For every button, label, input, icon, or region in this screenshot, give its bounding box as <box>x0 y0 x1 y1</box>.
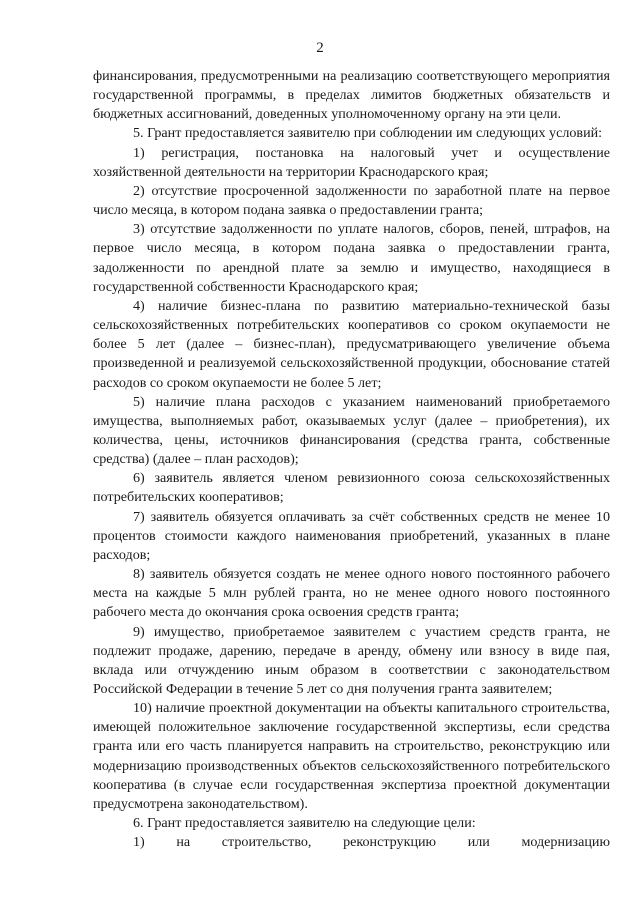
paragraph-condition-2: 2) отсутствие просроченной задолженности по заработной плате на первое число месяца, в котором подана заявка о предоставлении гранта; <box>93 182 610 219</box>
paragraph-purpose-1: 1) на строительство, реконструкцию или модернизацию <box>133 834 610 851</box>
paragraph-condition-9: 9) имущество, приобретаемое заявителем с участием средств гранта, не подлежит продаже, дарению, передаче в аренду, обмену или взносу в виде пая, вклада или отчуждению иным образом в соответствии с законодательством Российской Федерации в течение 5 лет со дня получения гранта заявителем; <box>93 623 610 697</box>
document-body <box>93 67 610 852</box>
paragraph-financing-continuation: финансирования, предусмотренными на реализацию соответствующего мероприятия государственной программы, в пределах лимитов бюджетных обязательств и бюджетных ассигнований, доведенных уполномоченному органу на эти цели. <box>93 68 610 123</box>
paragraph-condition-1: 1) регистрация, постановка на налоговый учет и осуществление хозяйственной деятельности на территории Краснодарского края; <box>93 144 610 180</box>
paragraph-condition-4: 4) наличие бизнес-плана по развитию материально-технической базы сельскохозяйственных потребительских кооперативов со сроком окупаемости не более 5 лет (далее – бизнес-план), предусматривающего увеличение объема произведенной и реализуемой сельскохозяйственной продукции, обоснование статей расходов со сроком окупаемости не более 5 лет; <box>93 297 610 391</box>
paragraph-condition-3: 3) отсутствие задолженности по уплате налогов, сборов, пеней, штрафов, на первое число месяца, в котором подана заявка о предоставлении гранта, задолженности по арендной плате за землю и имущество, находящиеся в государственной собственности Краснодарского края; <box>93 221 610 295</box>
paragraph-item-5-conditions: 5. Грант предоставляется заявителю при соблюдении им следующих условий: <box>133 125 603 142</box>
paragraph-condition-7: 7) заявитель обязуется оплачивать за счёт собственных средств не менее 10 процентов стоимости каждого наименования приобретений, указанных в плане расходов; <box>93 508 610 563</box>
paragraph-condition-10: 10) наличие проектной документации на объекты капитального строительства, имеющей положительное заключение государственной экспертизы, если средства гранта или его часть планируется направить на строительство, реконструкцию или модернизацию производственных объектов сельскохозяйственного потребительского кооператива (в случае если государственная экспертиза проектной документации предусмотрена законодательством). <box>93 700 610 812</box>
paragraph-item-6-purposes: 6. Грант предоставляется заявителю на следующие цели: <box>133 815 476 832</box>
page-number: 2 <box>316 40 324 56</box>
paragraph-condition-5: 5) наличие плана расходов с указанием наименований приобретаемого имущества, выполняемых работ, оказываемых услуг (далее – приобретения), их количества, цены, источников финансирования (средства гранта, собственные средства) (далее – план расходов); <box>93 393 610 468</box>
paragraph-condition-6: 6) заявитель является членом ревизионного союза сельскохозяйственных потребительских кооперативов; <box>93 470 610 506</box>
paragraph-condition-8: 8) заявитель обязуется создать не менее одного нового постоянного рабочего места на каждые 5 млн рублей гранта, но не менее одного нового постоянного рабочего места до окончания срока освоения средств гранта; <box>93 566 610 621</box>
